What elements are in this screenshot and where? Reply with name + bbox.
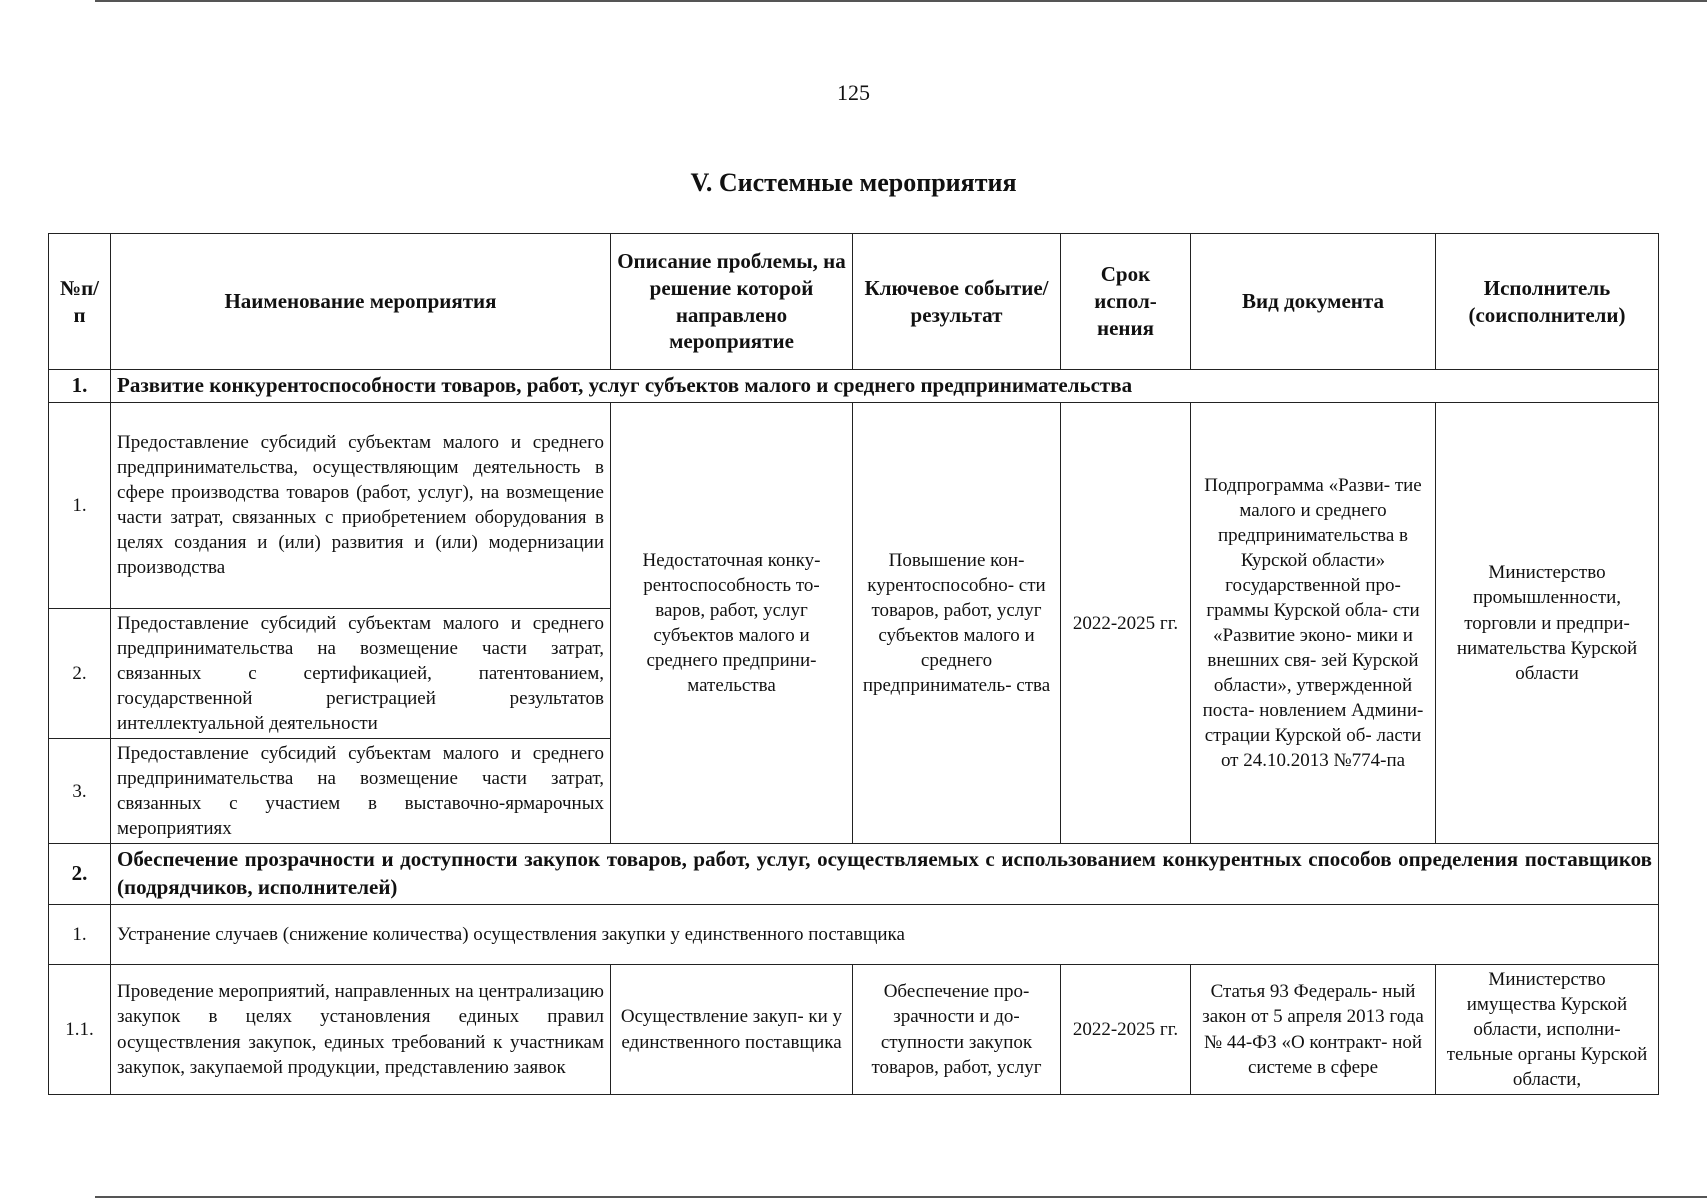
- table-row: [49, 402, 1659, 608]
- measure-name: Предоставление субсидий субъектам малого и среднего предпринимательства, осуществляющим деятельность в сфере производства товаров (работ, услуг), на возмещение части затрат, связанных с приобретением оборудования в целях создания и (или) развития и (или) модернизации производства: [111, 402, 611, 608]
- header-name: Наименование мероприятия: [111, 234, 611, 370]
- problem-description: Осуществление закуп- ки у единственного поставщика: [611, 964, 853, 1094]
- subsection-row: [49, 904, 1659, 964]
- key-event: Обеспечение про- зрачности и до- ступности закупок товаров, работ, услуг: [853, 964, 1061, 1094]
- page-number: 125: [837, 80, 870, 105]
- table-row: [49, 964, 1659, 1094]
- row-num: 3.: [49, 739, 111, 844]
- bottom-border-line: [95, 1196, 1707, 1198]
- section-2-num: 2.: [49, 844, 111, 904]
- header-term: Срок испол- нения: [1061, 234, 1191, 370]
- section-2-row: [49, 844, 1659, 904]
- key-event: Повышение кон- курентоспособно- сти товаров, работ, услуг субъектов малого и среднего предприниматель- ства: [853, 402, 1061, 844]
- subsection-num: 1.: [49, 904, 111, 964]
- subsection-title: Устранение случаев (снижение количества) осуществления закупки у единственного поставщика: [111, 904, 1659, 964]
- row-num: 1.1.: [49, 964, 111, 1094]
- measure-name: Проведение мероприятий, направленных на централизацию закупок в целях установления единых правил осуществления закупок, единых требований к участникам закупок, закупаемой продукции, представлению заявок: [111, 964, 611, 1094]
- problem-description: Недостаточная конку- рентоспособность то- варов, работ, услуг субъектов малого и среднего предприни- мательства: [611, 402, 853, 844]
- term: 2022-2025 гг.: [1061, 964, 1191, 1094]
- document-type: Подпрограмма «Разви- тие малого и среднего предпринимательства в Курской области» государственной про- граммы Курской обла- сти «Развитие эконо- мики и внешних свя- зей Курской области», утвержденной поста- новлением Админи- страции Курской об- ласти от 24.10.2013 №774-па: [1191, 402, 1436, 844]
- row-num: 1.: [49, 402, 111, 608]
- term: 2022-2025 гг.: [1061, 402, 1191, 844]
- header-event: Ключевое событие/ результат: [853, 234, 1061, 370]
- section-1-title: Развитие конкурентоспособности товаров, работ, услуг субъектов малого и среднего предпринимательства: [111, 370, 1659, 403]
- table-header-row: [49, 234, 1659, 370]
- header-problem: Описание проблемы, на решение которой направлено мероприятие: [611, 234, 853, 370]
- executor: Министерство промышленности, торговли и предпри- нимательства Курской области: [1436, 402, 1659, 844]
- row-num: 2.: [49, 608, 111, 738]
- measures-table: [48, 233, 1659, 1095]
- header-executor: Исполнитель (соисполнители): [1436, 234, 1659, 370]
- document-type: Статья 93 Федераль- ный закон от 5 апреля 2013 года № 44-ФЗ «О контракт- ной системе в сфере: [1191, 964, 1436, 1094]
- header-num: №п/ п: [49, 234, 111, 370]
- executor: Министерство имущества Курской области, исполни- тельные органы Курской области,: [1436, 964, 1659, 1094]
- measure-name: Предоставление субсидий субъектам малого и среднего предпринимательства на возмещение части затрат, связанных с сертификацией, патентованием, государственной регистрацией результатов интеллектуальной деятельности: [111, 608, 611, 738]
- section-1-row: [49, 370, 1659, 403]
- header-doc-type: Вид документа: [1191, 234, 1436, 370]
- measure-name: Предоставление субсидий субъектам малого и среднего предпринимательства на возмещение части затрат, связанных с участием в выставочно-ярмарочных мероприятиях: [111, 739, 611, 844]
- top-border-line: [95, 0, 1707, 2]
- section-2-title: Обеспечение прозрачности и доступности закупок товаров, работ, услуг, осуществляемых с использованием конкурентных способов определения поставщиков (подрядчиков, исполнителей): [111, 844, 1659, 904]
- section-title: V. Системные мероприятия: [690, 168, 1017, 197]
- section-1-num: 1.: [49, 370, 111, 403]
